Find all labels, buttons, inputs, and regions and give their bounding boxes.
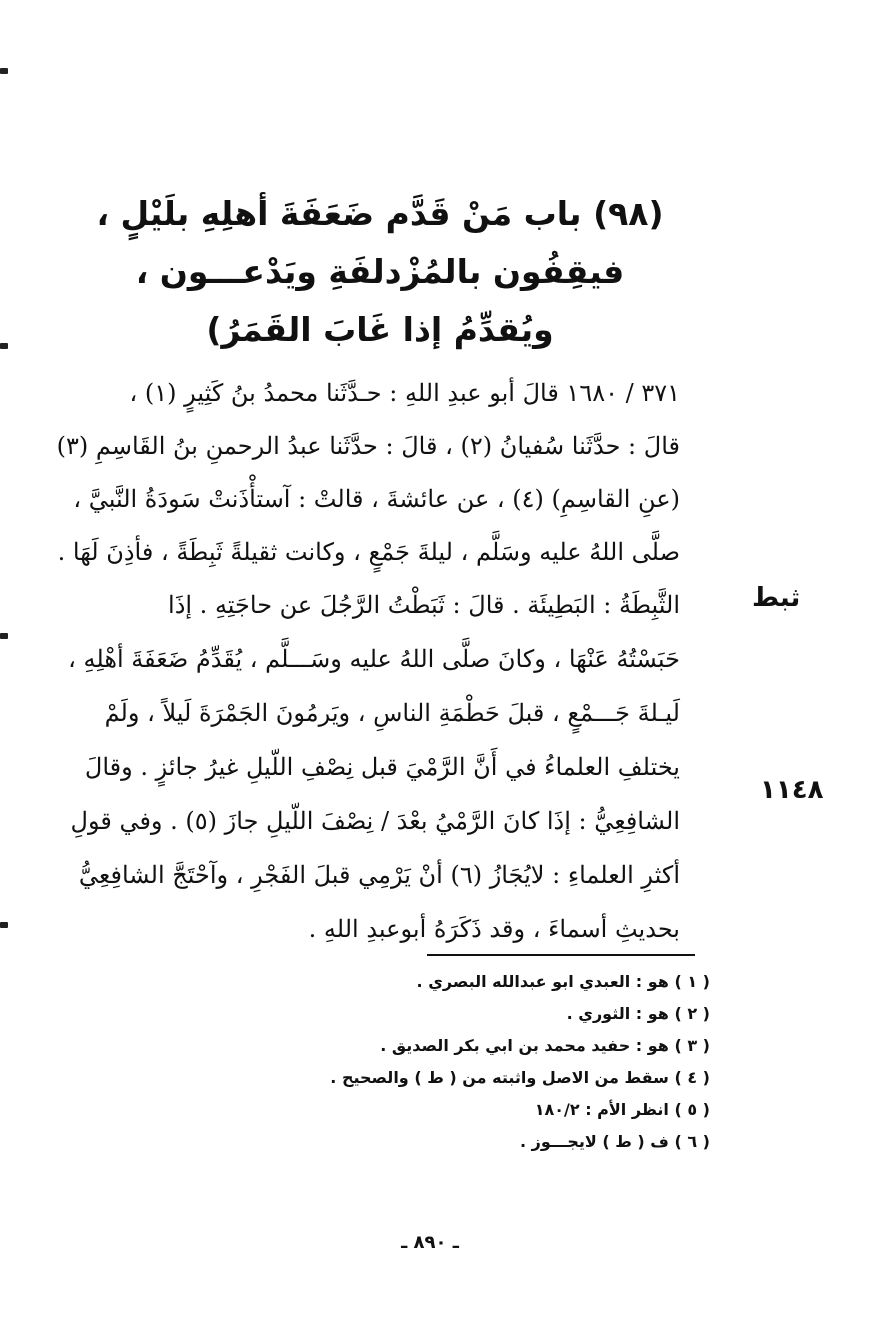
scan-edge-mark	[0, 922, 8, 928]
commentary-line: لَيـلةَ جَـــمْعٍ ، قبلَ حَطْمَةِ الناسِ ، ويَرمُونَ الجَمْرَةَ لَيلاً ، ولَمْ	[104, 699, 680, 727]
margin-page-reference: ١١٤٨	[760, 775, 824, 805]
footnote-item: ( ٤ ) سقط من الاصل واثبته من ( ط ) والصحيح .	[330, 1068, 710, 1087]
hadith-line: (عنِ القاسِمِ) (٤) ، عن عائشةَ ، قالتْ : آستأْذَنتْ سَودَةُ النَّبيَّ ،	[73, 485, 680, 513]
chapter-title	[90, 185, 670, 359]
commentary-line: يختلفِ العلماءُ في أَنَّ الرَّمْيَ قبل نِصْفِ اللّيلِ غيرُ جائزٍ . وقالَ	[84, 753, 680, 781]
footnote-item: ( ٢ ) هو : الثوري .	[566, 1004, 710, 1023]
commentary-line: بحديثِ أسماءَ ، وقد ذَكَرَهُ أبوعبدِ اللهِ .	[308, 915, 680, 943]
footnote-item: ( ١ ) هو : العبدي ابو عبدالله البصري .	[416, 972, 710, 991]
page-number: ـ ٨٩٠ ـ	[401, 1232, 459, 1253]
commentary-text	[40, 578, 680, 956]
commentary-line: حَبَسْتُهُ عَنْهَا ، وكانَ صلَّى اللهُ عليه وسَـــلَّم ، يُقَدِّمُ ضَعَفَةَ أهْلِهِ ،	[68, 645, 680, 673]
hadith-text	[40, 367, 680, 579]
chapter-title-line: (٩٨) باب مَنْ قَدَّم ضَعَفَةَ أهلِهِ بلَيْلٍ ،	[96, 194, 664, 233]
footnote-item: ( ٣ ) هو : حفيد محمد بن ابي بكر الصديق .	[380, 1036, 710, 1055]
scan-edge-mark	[0, 633, 8, 639]
chapter-title-line: ويُقدِّمُ إذا غَابَ القَمَرُ)	[206, 310, 554, 349]
scan-edge-mark	[0, 343, 8, 349]
hadith-line: صلَّى اللهُ عليه وسَلَّم ، ليلةَ جَمْعٍ ، وكانت ثقيلةً ثَبِطَةً ، فأذِنَ لَهَا .	[57, 538, 680, 566]
scan-edge-mark	[0, 68, 8, 74]
footnote-item: ( ٦ ) ف ( ط ) لايجـــوز .	[520, 1132, 710, 1151]
margin-keyword: ثبط	[752, 583, 801, 613]
footnote-separator	[427, 954, 695, 956]
footnotes	[270, 966, 710, 1158]
hadith-line: ٣٧١ / ١٦٨٠ قالَ أبو عبدِ اللهِ : حـدَّثَنا محمدُ بنُ كَثِيرٍ (١) ،	[129, 379, 680, 407]
commentary-line: الثَّبِطَةُ : البَطِيئَة . قالَ : ثَبَطْتُ الرَّجُلَ عن حاجَتِهِ . إذَا	[168, 591, 680, 619]
footnote-item: ( ٥ ) انظر الأم : ١٨٠/٢	[534, 1100, 710, 1119]
hadith-line: قالَ : حدَّثَنا سُفيانُ (٢) ، قالَ : حدَّثَنا عبدُ الرحمنِ بنُ القَاسِمِ (٣)	[56, 432, 680, 460]
chapter-title-line: فيقِفُون بالمُزْدلفَةِ ويَدْعـــون ،	[135, 252, 625, 291]
commentary-line: الشافِعِيُّ : إذَا كانَ الرَّمْيُ بعْدَ / نِصْفَ اللّيلِ جازَ (٥) . وفي قولِ	[70, 807, 680, 835]
commentary-line: أكثرِ العلماءِ : لايُجَازُ (٦) أنْ يَرْمِي قبلَ الفَجْرِ ، وآحْتَجَّ الشافِعِيُّ	[78, 861, 680, 889]
